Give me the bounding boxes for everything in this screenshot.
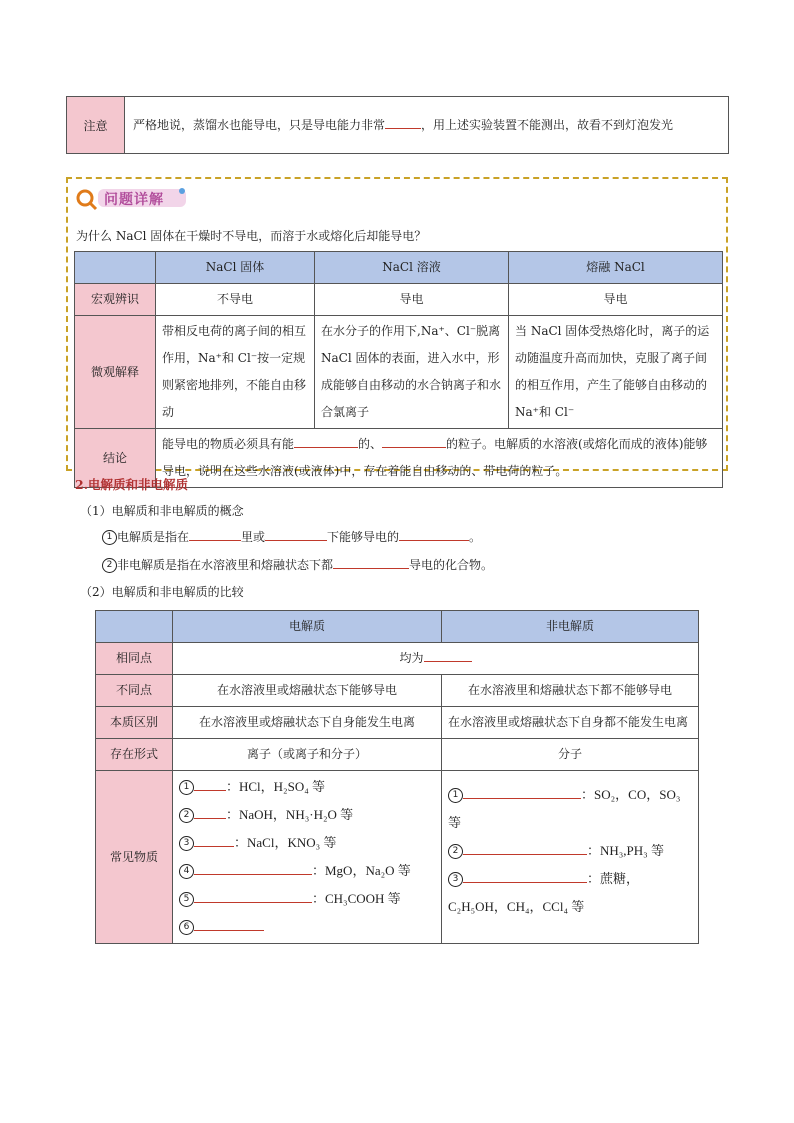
circled-number: 2 [448, 844, 463, 859]
common-electrolyte [173, 771, 442, 944]
diff-electrolyte: 在水溶液里或熔融状态下能够导电 [173, 675, 442, 707]
def1-b: 里或 [241, 530, 266, 544]
row-label-conclusion: 结论 [75, 429, 156, 488]
fill-blank[interactable] [194, 778, 226, 791]
list-item [448, 781, 692, 837]
item-text: ：蔗糖，C₂H₅OH，CH₄，CCl₄ 等 [448, 871, 640, 914]
subheading-compare: （2）电解质和非电解质的比较 [80, 585, 244, 599]
micro-solid: 带相反电荷的离子间的相互作用，Na⁺和 Cl⁻按一定规则紧密地排列，不能自由移动 [156, 316, 315, 429]
form-non-electrolyte: 分子 [442, 739, 699, 771]
note-text-after: ，用上述实验装置不能测出，故看不到灯泡发光 [421, 117, 674, 132]
circled-number: 3 [179, 836, 194, 851]
conclusion-part-c: 的粒子。电解质的水溶液(或熔化而成的液体)能够导电，说明在这些水溶液(或液体)中，存在着能自由移动的、带电荷的粒子。 [162, 437, 708, 478]
macro-melt: 导电 [509, 284, 723, 316]
header-empty [96, 611, 173, 643]
header-electrolyte: 电解质 [173, 611, 442, 643]
form-electrolyte: 离子（或离子和分子） [173, 739, 442, 771]
note-label: 注意 [67, 97, 125, 154]
item-text: ：NaOH，NH₃·H₂O 等 [226, 807, 354, 822]
nacl-table [74, 251, 723, 488]
row-label-micro: 微观解释 [75, 316, 156, 429]
circled-number: 1 [102, 530, 117, 545]
essence-electrolyte: 在水溶液里或熔融状态下自身能发生电离 [173, 707, 442, 739]
circled-number: 1 [448, 788, 463, 803]
comparison-table [95, 610, 699, 944]
fill-blank[interactable] [399, 528, 469, 541]
fill-blank[interactable] [424, 649, 472, 662]
circled-number: 3 [448, 872, 463, 887]
fill-blank[interactable] [333, 556, 409, 569]
definition-non-electrolyte [102, 556, 493, 573]
fill-blank[interactable] [463, 870, 587, 883]
circled-number: 6 [179, 920, 194, 935]
item-text: ：CH₃COOH 等 [312, 891, 401, 906]
list-item [179, 857, 435, 885]
subheading-concept: （1）电解质和非电解质的概念 [80, 504, 244, 518]
macro-solid: 不导电 [156, 284, 315, 316]
circled-number: 2 [102, 558, 117, 573]
list-item [179, 913, 435, 941]
fill-blank[interactable] [385, 116, 421, 129]
question-logo [74, 185, 190, 211]
common-non-electrolyte [442, 771, 699, 944]
fill-blank[interactable] [382, 435, 446, 448]
question-text: 为什么 NaCl 固体在干燥时不导电，而溶于水或熔化后却能导电？ [76, 229, 427, 243]
fill-blank[interactable] [463, 786, 581, 799]
item-text: ：NaCl，KNO₃ 等 [234, 835, 337, 850]
circled-number: 1 [179, 780, 194, 795]
item-text: ：NH₃,PH₃ 等 [587, 843, 664, 858]
def1-c: 下能够导电的 [327, 530, 400, 544]
logo-text: 问题详解 [104, 192, 164, 208]
header-melt: 熔融 NaCl [509, 252, 723, 284]
header-solution: NaCl 溶液 [315, 252, 509, 284]
header-empty [75, 252, 156, 284]
macro-solution: 导电 [315, 284, 509, 316]
conclusion-part-b: 的、 [358, 437, 383, 451]
micro-solution: 在水分子的作用下,Na⁺、Cl⁻脱离 NaCl 固体的表面，进入水中，形成能够自由移动的水合钠离子和水合氯离子 [315, 316, 509, 429]
def2-b: 导电的化合物。 [409, 558, 494, 572]
item-text: ：MgO，Na₂O 等 [312, 863, 411, 878]
row-label-same: 相同点 [96, 643, 173, 675]
row-label-form: 存在形式 [96, 739, 173, 771]
definition-electrolyte [102, 528, 481, 545]
fill-blank[interactable] [194, 834, 234, 847]
fill-blank[interactable] [194, 890, 312, 903]
fill-blank[interactable] [194, 862, 312, 875]
fill-blank[interactable] [194, 918, 264, 931]
list-item [448, 865, 692, 921]
row-label-essence: 本质区别 [96, 707, 173, 739]
list-item [179, 885, 435, 913]
circled-number: 2 [179, 808, 194, 823]
row-label-macro: 宏观辨识 [75, 284, 156, 316]
list-item [179, 773, 435, 801]
fill-blank[interactable] [265, 528, 327, 541]
row-label-diff: 不同点 [96, 675, 173, 707]
same-text-label: 均为 [399, 651, 424, 665]
def1-a: 电解质是指在 [117, 530, 190, 544]
note-table [66, 96, 729, 154]
fill-blank[interactable] [194, 806, 226, 819]
fill-blank[interactable] [189, 528, 241, 541]
essence-non-electrolyte: 在水溶液里或熔融状态下自身都不能发生电离 [442, 707, 699, 739]
circled-number: 4 [179, 864, 194, 879]
fill-blank[interactable] [294, 435, 358, 448]
question-explain-box [66, 177, 728, 478]
list-item [448, 837, 692, 865]
row-label-common: 常见物质 [96, 771, 173, 944]
micro-melt: 当 NaCl 固体受热熔化时，离子的运动随温度升高而加快，克服了离子间的相互作用，产生了能够自由移动的 Na⁺和 Cl⁻ [509, 316, 723, 429]
def1-d: 。 [469, 530, 482, 544]
conclusion-part-a: 能导电的物质必须具有能 [162, 437, 295, 451]
header-non-electrolyte: 非电解质 [442, 611, 699, 643]
conclusion-text [156, 429, 723, 488]
header-solid: NaCl 固体 [156, 252, 315, 284]
list-item [179, 829, 435, 857]
item-text: ：HCl，H₂SO₄ 等 [226, 779, 325, 794]
def2-a: 非电解质是指在水溶液里和熔融状态下都 [117, 558, 334, 572]
same-text [173, 643, 699, 675]
circled-number: 5 [179, 892, 194, 907]
item-text: ：SO₂，CO，SO₃ 等 [448, 787, 681, 830]
fill-blank[interactable] [463, 842, 587, 855]
list-item [179, 801, 435, 829]
note-text-before: 严格地说，蒸馏水也能导电，只是导电能力非常 [133, 117, 386, 132]
section-title: 2.电解质和非电解质 [75, 477, 189, 492]
note-body [125, 97, 729, 154]
diff-non-electrolyte: 在水溶液里和熔融状态下都不能够导电 [442, 675, 699, 707]
